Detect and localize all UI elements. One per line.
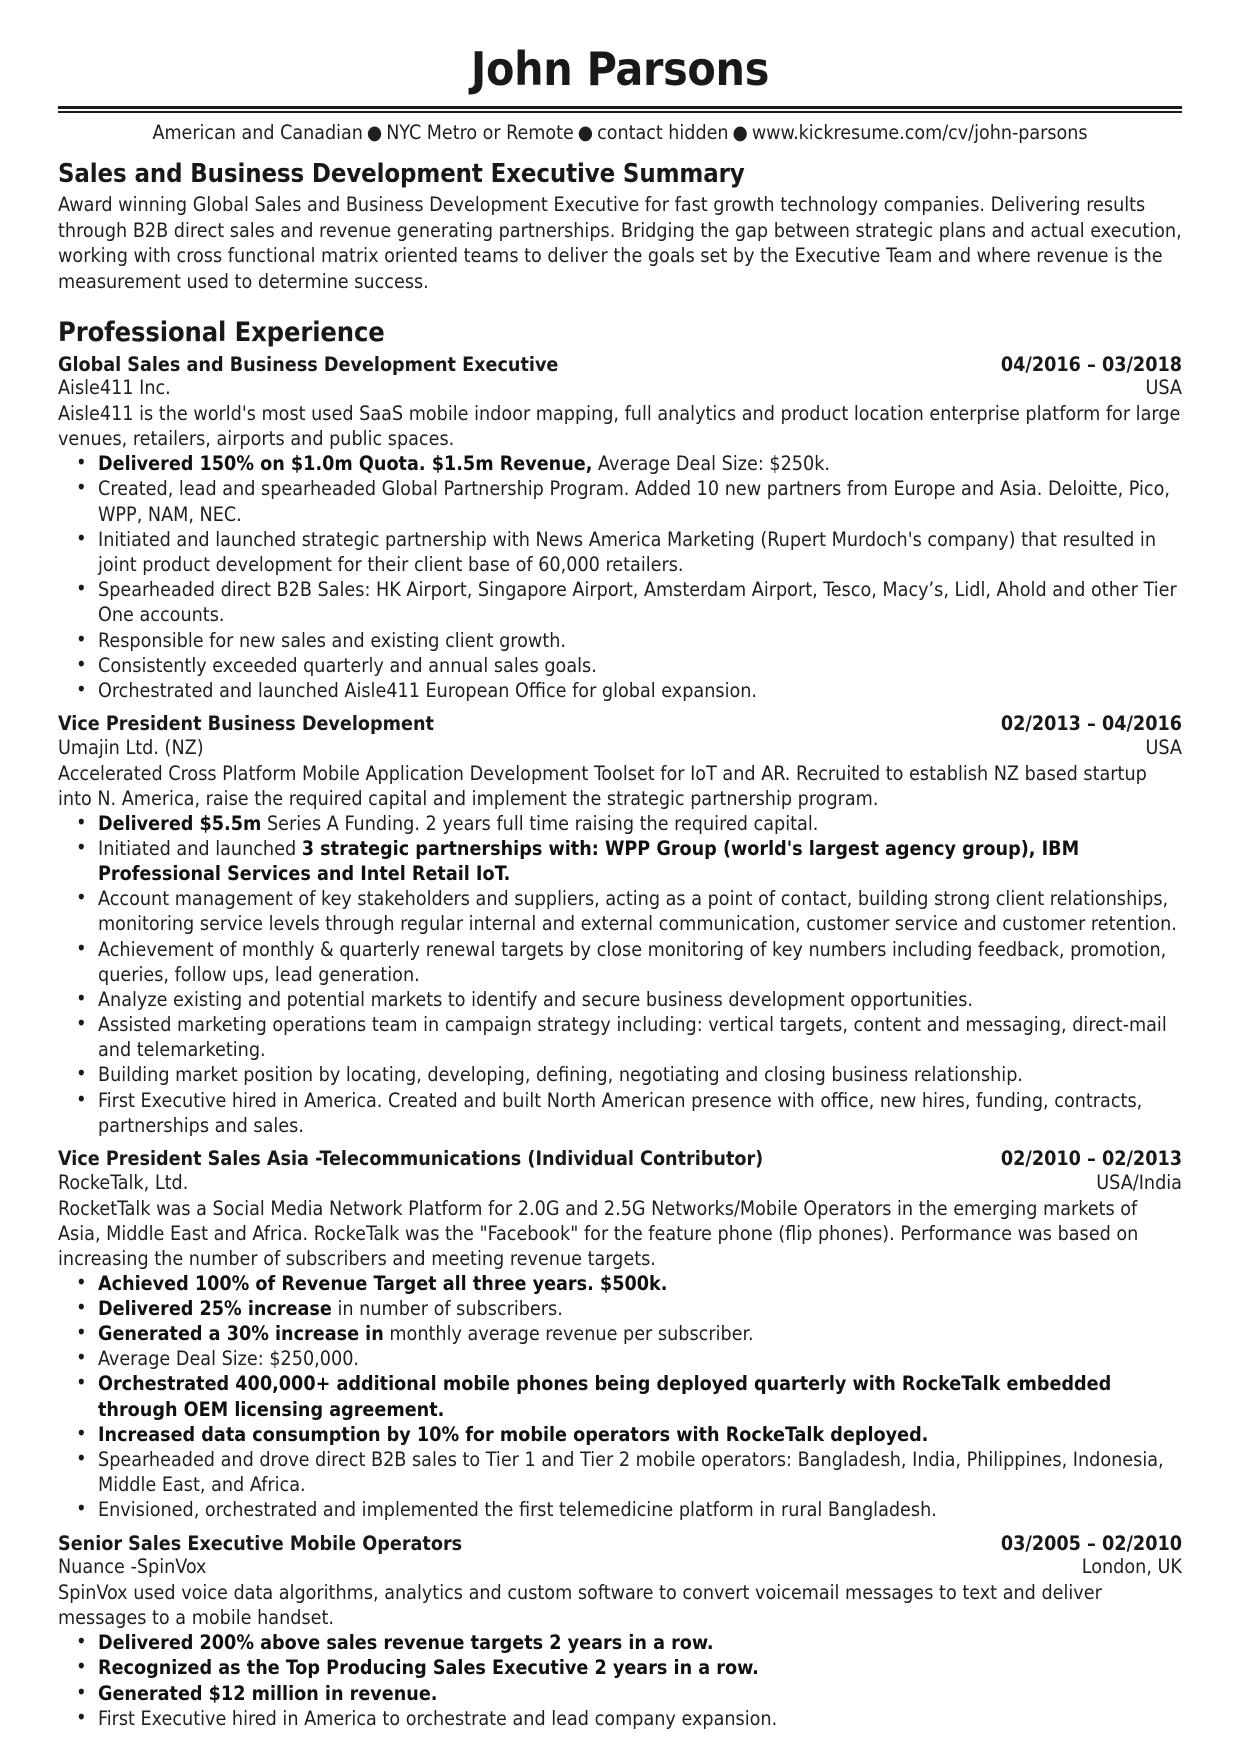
job-bullet: • Account management of key stakeholders and suppliers, acting as a point of contact, building strong client relationships, monitoring service levels through regular internal and external communication, customer service and customer retention.: [58, 886, 1182, 936]
job-header-row: [58, 353, 1182, 377]
job-bullet: • Created, lead and spearheaded Global Partnership Program. Added 10 new partners from Europe and Asia. Deloitte, Pico, WPP, NAM, NEC.: [58, 476, 1182, 526]
job-description: SpinVox used voice data algorithms, analytics and custom software to convert voicemail messages to text and deliver messages to a mobile handset.: [58, 1581, 1102, 1630]
job-header-row: [58, 1532, 1182, 1556]
contact-part: NYC Metro or Remote: [386, 120, 574, 144]
job-bullet: [58, 1630, 1182, 1655]
job-bullet: • Delivered 25% increase in number of subscribers.: [58, 1296, 1182, 1321]
job-description: RocketTalk was a Social Media Network Platform for 2.0G and 2.5G Networks/Mobile Operators in the emerging markets of Asia, Middle East and Africa. RockeTalk was the "Facebook" for the feature phone (flip phones). Performance was based on increasing the number of subscribers and meeting revenue targets.: [58, 1196, 1139, 1270]
bullet-emphasis: Recognized as the Top Producing Sales Executive 2 years in a row.: [98, 1656, 759, 1680]
contact-line: [58, 121, 1182, 145]
job-company: Aisle411 Inc.: [58, 376, 171, 400]
job-bullet: • Building market position by locating, developing, defining, negotiating and closing business relationship.: [58, 1062, 1182, 1087]
job-bullet: • Analyze existing and potential markets to identify and secure business development opportunities.: [58, 987, 1182, 1012]
candidate-name: John Parsons: [470, 42, 770, 96]
job-bullet: [58, 1422, 1182, 1447]
bullet-emphasis: Achieved 100% of Revenue Target all three years. $500k.: [98, 1271, 668, 1295]
job-bullet-list: [58, 1271, 1182, 1523]
experience-entry: [58, 353, 1182, 703]
job-bullet: • Spearheaded and drove direct B2B sales to Tier 1 and Tier 2 mobile operators: Bangladesh, India, Philippines, Indonesia, Middle East, and Africa.: [58, 1447, 1182, 1497]
bullet-emphasis-tail: 3 strategic partnerships with: WPP Group (world's largest agency group), IBM Professional Services and Intel Retail IoT.: [98, 836, 1080, 886]
job-dates: 02/2013 – 04/2016: [1000, 712, 1182, 736]
experience-entry: [58, 712, 1182, 1138]
bullet-emphasis: Delivered 150% on $1.0m Quota. $1.5m Revenue,: [98, 452, 593, 476]
job-bullet: • Assisted marketing operations team in campaign strategy including: vertical targets, content and messaging, direct-mail and telemarketing.: [58, 1012, 1182, 1062]
job-location: USA: [1145, 376, 1182, 400]
job-description: Accelerated Cross Platform Mobile Application Development Toolset for IoT and AR. Recruited to establish NZ based startup into N. America, raise the required capital and implement the strategic partnership program.: [58, 761, 1147, 810]
job-bullet-list: [58, 811, 1182, 1138]
contact-part: American and Canadian: [152, 120, 363, 144]
experience-entry: [58, 1532, 1182, 1731]
contact-separator: ●: [366, 120, 383, 144]
job-bullet: • Initiated and launched 3 strategic partnerships with: WPP Group (world's largest agency group), IBM Professional Services and Intel Retail IoT.: [58, 836, 1182, 886]
job-bullet: • Generated a 30% increase in monthly average revenue per subscriber.: [58, 1321, 1182, 1346]
job-company: Nuance -SpinVox: [58, 1555, 207, 1579]
bullet-emphasis: Delivered 25% increase: [98, 1296, 332, 1320]
job-dates: 03/2005 – 02/2010: [1000, 1531, 1182, 1555]
contact-separator: ●: [577, 120, 594, 144]
job-bullet: [58, 1371, 1182, 1421]
job-dates: 02/2010 – 02/2013: [1000, 1146, 1182, 1170]
job-location: USA: [1145, 735, 1182, 759]
summary-section-title: Sales and Business Development Executive Summary: [58, 158, 745, 189]
job-title: Vice President Business Development: [58, 712, 434, 736]
job-bullet: • Achievement of monthly & quarterly renewal targets by close monitoring of key numbers including feedback, promotion, queries, follow ups, lead generation.: [58, 937, 1182, 987]
job-location: London, UK: [1081, 1555, 1182, 1579]
job-subheader-row: [58, 376, 1182, 401]
job-location: USA/India: [1096, 1170, 1182, 1194]
job-bullet: • Spearheaded direct B2B Sales: HK Airport, Singapore Airport, Amsterdam Airport, Tesco, Macy’s, Lidl, Ahold and other Tier One accounts.: [58, 577, 1182, 627]
job-bullet: • Responsible for new sales and existing client growth.: [58, 628, 1182, 653]
job-header-row: [58, 712, 1182, 736]
job-bullet: • First Executive hired in America to orchestrate and lead company expansion.: [58, 1706, 1182, 1731]
job-company: Umajin Ltd. (NZ): [58, 735, 204, 759]
experience-section-title: Professional Experience: [58, 316, 385, 348]
job-bullet: [58, 1655, 1182, 1680]
job-bullet: • First Executive hired in America. Created and built North American presence with office, new hires, funding, contracts, partnerships and sales.: [58, 1088, 1182, 1138]
job-subheader-row: [58, 1171, 1182, 1196]
contact-separator: ●: [732, 120, 748, 144]
bullet-emphasis: Increased data consumption by 10% for mobile operators with RockeTalk deployed.: [98, 1422, 929, 1446]
job-bullet: • Consistently exceeded quarterly and annual sales goals.: [58, 653, 1182, 678]
contact-part: contact hidden: [597, 120, 729, 144]
job-bullet: • Delivered 150% on $1.0m Quota. $1.5m Revenue, Average Deal Size: $250k.: [58, 451, 1182, 476]
job-title: Global Sales and Business Development Executive: [58, 352, 559, 376]
job-company: RockeTalk, Ltd.: [58, 1170, 189, 1194]
bullet-emphasis: Generated $12 million in revenue.: [98, 1681, 438, 1705]
job-header-row: [58, 1147, 1182, 1171]
job-bullet: • Delivered $5.5m Series A Funding. 2 years full time raising the required capital.: [58, 811, 1182, 836]
job-bullet: • Envisioned, orchestrated and implemented the first telemedicine platform in rural Bangladesh.: [58, 1497, 1182, 1522]
job-bullet: • Initiated and launched strategic partnership with News America Marketing (Rupert Murdoch's company) that resulted in joint product development for their client base of 60,000 retailers.: [58, 527, 1182, 577]
bullet-emphasis: Orchestrated 400,000+ additional mobile phones being deployed quarterly with RockeTalk embedded through OEM licensing agreement.: [98, 1372, 1112, 1421]
job-description: Aisle411 is the world's most used SaaS mobile indoor mapping, full analytics and product location enterprise platform for large venues, retailers, airports and public spaces.: [58, 402, 1181, 451]
job-subheader-row: [58, 736, 1182, 761]
experience-list: [58, 353, 1182, 1731]
contact-part[interactable]: www.kickresume.com/cv/john-parsons: [751, 120, 1088, 144]
job-bullet: • Average Deal Size: $250,000.: [58, 1346, 1182, 1371]
job-subheader-row: [58, 1555, 1182, 1580]
job-title: Vice President Sales Asia -Telecommunications (Individual Contributor): [58, 1146, 764, 1170]
job-bullet-list: [58, 1630, 1182, 1731]
summary-text: Award winning Global Sales and Business Development Executive for fast growth technology companies. Delivering results through B2B direct sales and revenue generating partnerships. Bridging the gap between strategic plans and actual execution, working with cross functional matrix oriented teams to deliver the goals set by the Executive Team and where revenue is the measurement used to determine success.: [58, 193, 1182, 293]
job-bullet-list: [58, 451, 1182, 703]
job-bullet: [58, 1271, 1182, 1296]
experience-entry: [58, 1147, 1182, 1523]
bullet-emphasis: Generated a 30% increase in: [98, 1322, 384, 1346]
job-bullet: [58, 1681, 1182, 1706]
header-divider: [58, 106, 1182, 113]
bullet-emphasis: Delivered 200% above sales revenue targets 2 years in a row.: [98, 1631, 714, 1655]
bullet-emphasis: Delivered $5.5m: [98, 811, 262, 835]
job-title: Senior Sales Executive Mobile Operators: [58, 1531, 463, 1555]
job-bullet: • Orchestrated and launched Aisle411 European Office for global expansion.: [58, 678, 1182, 703]
job-dates: 04/2016 – 03/2018: [1000, 352, 1182, 376]
